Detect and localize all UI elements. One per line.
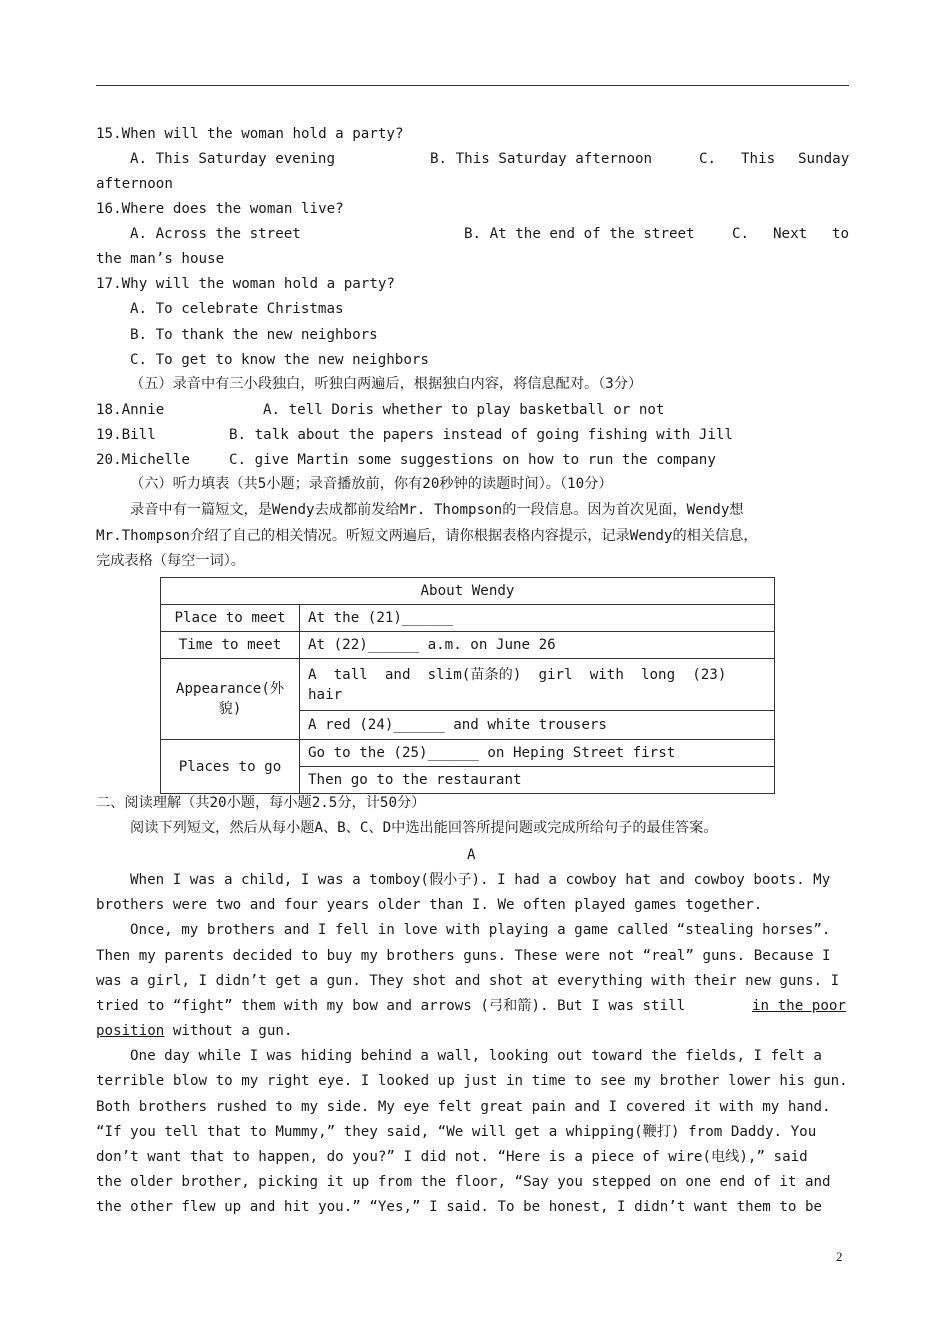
table-title: About Wendy [161,578,775,605]
match-19-name: 19.Bill [96,427,156,443]
q16-option-c-wrap: the man’s house [96,251,225,267]
section5-heading: （五）录音中有三小段独白，听独白两遍后，根据独白内容，将信息配对。（3分） [130,376,643,392]
passage-line-14: the other flew up and hit you.” “Yes,” I said. To be honest, I didn’t want them to be [96,1199,823,1215]
passage-line-13: the older brother, picking it up from the floor, “Say you stepped on one end of it and [96,1174,831,1190]
match-20-name: 20.Michelle [96,452,190,468]
q15-option-a: A. This Saturday evening [130,151,335,167]
section6-intro-3: 完成表格（每空一词）。 [96,553,245,569]
appearance-line-1b: hair [308,686,343,703]
passage-underline-2: position [96,1023,165,1039]
place-value: At the (21)______ [300,605,775,632]
passage-underline-1: in the poor [752,998,846,1014]
appearance-line-2: A red (24)______ and white trousers [300,711,775,740]
wendy-info-table [160,577,775,794]
passage-label: A [467,847,476,863]
reading-instruction: 阅读下列短文，然后从每小题A、B、C、D中选出能回答所提问题或完成所给句子的最佳答案。 [130,820,718,836]
q16-option-a: A. Across the street [130,226,301,242]
q15-option-c-wrap: afternoon [96,176,173,192]
q15-option-b: B. This Saturday afternoon [430,151,653,167]
passage-line-4: Then my parents decided to buy my brothers guns. These were not “real” guns. Because I [96,948,831,964]
places-line-1: Go to the (25)______ on Heping Street first [300,740,775,767]
match-18-name: 18.Annie [96,402,165,418]
passage-line-12: don’t want that to happen, do you?” I did not. “Here is a piece of wire(电线),” said [96,1149,808,1165]
time-label: Time to meet [161,632,300,659]
appearance-line-1a: A tall and slim(苗条的) girl with long (23) [308,666,727,683]
places-label: Places to go [161,740,300,794]
q17-option-a: A. To celebrate Christmas [130,301,344,317]
section6-heading: （六）听力填表（共5小题；录音播放前，你有20秒钟的读题时间）。（10分） [130,476,613,492]
q16-question: 16.Where does the woman live? [96,201,344,217]
q16-option-c-label: C. [732,226,750,242]
appearance-label: Appearance(外貌) [161,659,300,740]
q15-option-c-word1: This [741,151,776,167]
place-label: Place to meet [161,605,300,632]
q15-option-c-label: C. [699,151,717,167]
q16-option-c-word2: to [832,226,850,242]
passage-line-8: One day while I was hiding behind a wall, looking out toward the fields, I felt a [130,1048,822,1064]
passage-line-7 [96,1021,292,1041]
passage-line-11: “If you tell that to Mummy,” they said, “We will get a whipping(鞭打) from Daddy. You [96,1124,817,1140]
header-rule [96,85,849,86]
passage-line-6: tried to “fight” them with my bow and arrows (弓和箭). But I was still [96,998,686,1014]
q17-option-b: B. To thank the new neighbors [130,327,378,343]
match-20-option: C. give Martin some suggestions on how to run the company [229,452,716,468]
q15-question: 15.When will the woman hold a party? [96,126,404,142]
passage-line-2: brothers were two and four years older than I. We often played games together. [96,897,763,913]
q15-option-c-word2: Sunday [798,151,850,167]
match-19-option: B. talk about the papers instead of going fishing with Jill [229,427,733,443]
section6-intro-2: Mr.Thompson介绍了自己的相关情况。听短文两遍后，请你根据表格内容提示，记录Wendy的相关信息， [96,528,758,544]
passage-line-1: When I was a child, I was a tomboy(假小子). I had a cowboy hat and cowboy boots. My [130,872,831,888]
q17-question: 17.Why will the woman hold a party? [96,276,395,292]
reading-heading: 二、阅读理解（共20小题，每小题2.5分，计50分） [96,795,426,811]
q17-option-c: C. To get to know the new neighbors [130,352,429,368]
passage-line-9: terrible blow to my right eye. I looked up just in time to see my brother lower his gun. [96,1073,848,1089]
passage-line-7-rest: without a gun. [164,1023,293,1039]
time-value: At (22)______ a.m. on June 26 [300,632,775,659]
q16-option-b: B. At the end of the street [464,226,695,242]
places-line-2: Then go to the restaurant [300,767,775,794]
match-18-option: A. tell Doris whether to play basketball or not [263,402,665,418]
q16-option-c-word1: Next [773,226,808,242]
section6-intro-1: 录音中有一篇短文，是Wendy去成都前发给Mr. Thompson的一段信息。因为首次见面，Wendy想 [130,502,744,518]
page-number: 2 [836,1249,843,1264]
passage-line-10: Both brothers rushed to my side. My eye felt great pain and I covered it with my hand. [96,1099,831,1115]
passage-line-3: Once, my brothers and I fell in love with playing a game called “stealing horses”. [130,922,831,938]
appearance-line-1 [300,659,775,711]
passage-line-5: was a girl, I didn’t get a gun. They shot and shot at everything with their new guns. I [96,973,840,989]
